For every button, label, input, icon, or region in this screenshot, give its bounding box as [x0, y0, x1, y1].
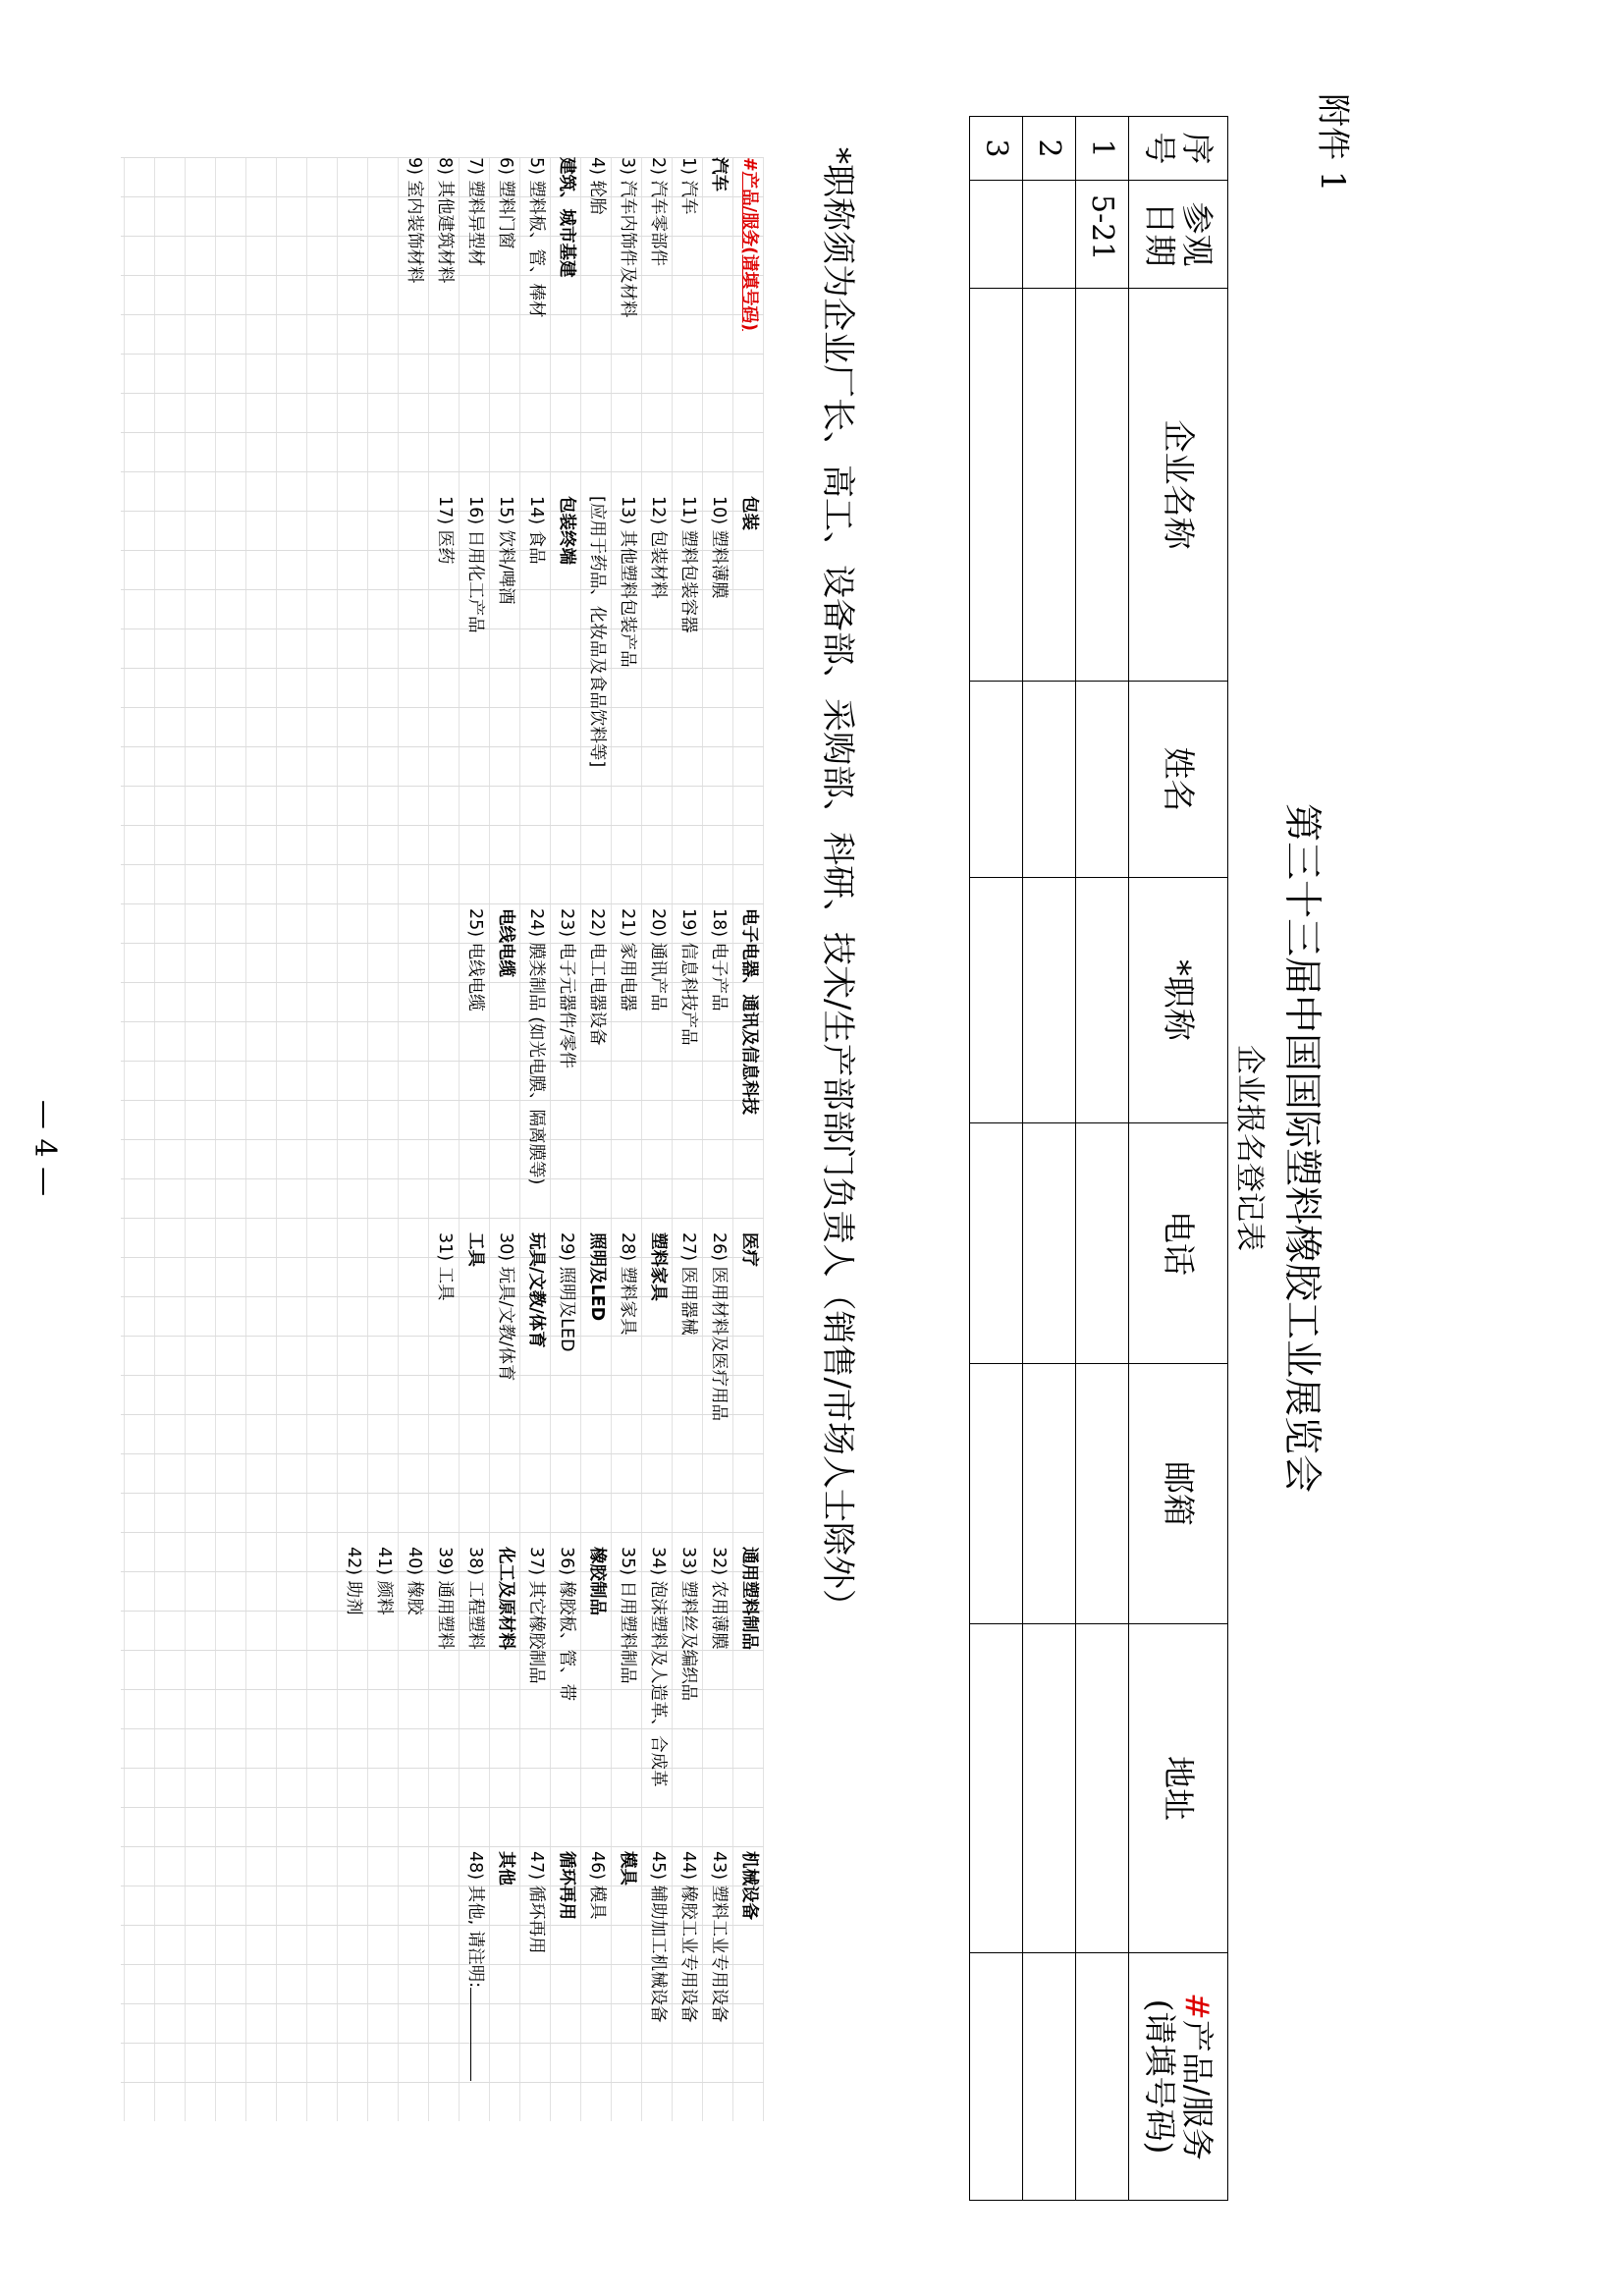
header-email: 邮箱 — [1129, 1364, 1228, 1624]
cell-company[interactable] — [1023, 289, 1076, 682]
cell-product[interactable] — [1076, 1953, 1129, 2201]
category-group-heading: 橡胶制品 — [587, 1547, 607, 1615]
category-column-6 — [460, 1851, 764, 2081]
category-item: 20) 通讯产品 — [648, 908, 668, 1011]
cell-company[interactable] — [1076, 289, 1129, 682]
category-item: 2) 汽车零部件 — [648, 157, 668, 267]
cell-address[interactable] — [1023, 1624, 1076, 1953]
category-item: 31) 工具 — [435, 1232, 455, 1301]
category-item: 6) 塑料门窗 — [496, 157, 515, 249]
category-column-2 — [429, 496, 764, 767]
category-group-heading: 其他 — [496, 1851, 515, 1886]
category-item: 26) 医用材料及医疗用品 — [709, 1232, 729, 1422]
category-item: 5) 塑料板、管、棒材 — [526, 157, 546, 318]
category-item: 8) 其他建筑材料 — [435, 157, 455, 284]
category-item: 7) 塑料异型材 — [465, 157, 485, 267]
cell-seq: 1 — [1076, 117, 1129, 181]
header-date: 参观 日期 — [1129, 181, 1228, 289]
header-address: 地址 — [1129, 1624, 1228, 1953]
table-row — [1023, 117, 1076, 2201]
category-group-heading: 建筑、城市基建 — [557, 157, 576, 278]
category-item: 25) 电线电缆 — [465, 908, 485, 1011]
category-item: 11) 塑料包装容器 — [678, 496, 698, 633]
category-group-heading: 工具 — [465, 1232, 485, 1267]
category-group-heading: 电线电缆 — [496, 908, 515, 977]
category-item: 36) 橡胶板、管、带 — [557, 1547, 576, 1702]
cell-phone[interactable] — [1076, 1123, 1129, 1364]
cell-phone[interactable] — [970, 1123, 1023, 1364]
category-item: 19) 信息科技产品 — [678, 908, 698, 1046]
title-requirement-note: *职称须为企业厂长、高工、设备部、采购部、科研、技术/生产部部门负责人（销售/市场人士除外） — [818, 147, 857, 1622]
category-item: 41) 颜料 — [374, 1547, 394, 1615]
category-item: 1) 汽车 — [678, 157, 698, 215]
category-item: 21) 家用电器 — [618, 908, 637, 1011]
cell-seq: 3 — [970, 117, 1023, 181]
category-item: 39) 通用塑料 — [435, 1547, 455, 1650]
cell-address[interactable] — [1076, 1624, 1129, 1953]
category-group-heading: 机械设备 — [739, 1851, 759, 1920]
category-column-5 — [338, 1547, 764, 1787]
category-group-heading: 化工及原材料 — [496, 1547, 515, 1650]
category-item: 23) 电子元器件/零件 — [557, 908, 576, 1069]
category-item: 27) 医用器械 — [678, 1232, 698, 1336]
cell-product[interactable] — [970, 1953, 1023, 2201]
category-heading: #产品/服务(请填号码) — [739, 157, 759, 332]
cell-name[interactable] — [1023, 682, 1076, 878]
category-item: 15) 饮料/啤酒 — [496, 496, 515, 605]
header-product: #产品/服务 (请填号码) — [1129, 1953, 1228, 2201]
cell-phone[interactable] — [1023, 1123, 1076, 1364]
cell-name[interactable] — [970, 682, 1023, 878]
cell-name[interactable] — [1076, 682, 1129, 878]
category-item: 45) 辅助加工机械设备 — [648, 1851, 668, 2023]
category-item: 4) 轮胎 — [587, 157, 607, 215]
category-item: 12) 包装材料 — [648, 496, 668, 599]
category-item: 18) 电子产品 — [709, 908, 729, 1011]
category-item: 13) 其他塑料包装产品 — [618, 496, 637, 668]
category-item: 28) 塑料家具 — [618, 1232, 637, 1336]
table-header-row — [1129, 117, 1228, 2201]
category-group-heading: 包装 — [739, 496, 759, 530]
cell-company[interactable] — [970, 289, 1023, 682]
cell-date[interactable] — [970, 181, 1023, 289]
table-row — [970, 117, 1023, 2201]
category-column-1 — [399, 157, 764, 331]
category-group-heading: 通用塑料制品 — [739, 1547, 759, 1650]
category-item: 35) 日用塑料制品 — [618, 1547, 637, 1684]
category-item: 16) 日用化工产品 — [465, 496, 485, 633]
category-column-3 — [460, 908, 764, 1184]
category-group-heading: 包装终端 — [557, 496, 576, 565]
cell-date[interactable] — [1023, 181, 1076, 289]
category-group-heading: 玩具/文教/体育 — [526, 1232, 546, 1348]
category-item: 42) 助剂 — [344, 1547, 363, 1615]
category-item: 47) 循环再用 — [526, 1851, 546, 1954]
cell-product[interactable] — [1023, 1953, 1076, 2201]
category-item: 40) 橡胶 — [405, 1547, 424, 1615]
page-title: 第三十三届中国国际塑料橡胶工业展览会 — [1279, 802, 1324, 1493]
category-item: 48) 其他, 请注明: — [460, 1851, 490, 2081]
category-item: 37) 其它橡胶制品 — [526, 1547, 546, 1684]
page-number: — 4 — — [27, 1099, 62, 1197]
other-specify-blank[interactable] — [470, 1988, 489, 2081]
page-subtitle: 企业报名登记表 — [1232, 1045, 1267, 1251]
category-item: 46) 模具 — [587, 1851, 607, 1920]
category-item: 17) 医药 — [435, 496, 455, 565]
category-item: 24) 膜类制品 (如光电膜、隔离膜等) — [526, 908, 546, 1185]
cell-email[interactable] — [970, 1364, 1023, 1624]
category-item: 34) 泡沫塑料及人造革、合成革 — [648, 1547, 668, 1787]
category-item: 44) 橡胶工业专用设备 — [678, 1851, 698, 2023]
category-item: 33) 塑料丝及编织品 — [678, 1547, 698, 1702]
header-title: *职称 — [1129, 878, 1228, 1123]
category-group-heading: 循环再用 — [557, 1851, 576, 1920]
cell-email[interactable] — [1023, 1364, 1076, 1624]
category-item: 30) 玩具/文教/体育 — [496, 1232, 515, 1382]
cell-seq: 2 — [1023, 117, 1076, 181]
category-group-heading: 模具 — [618, 1851, 637, 1886]
category-item: 43) 塑料工业专用设备 — [709, 1851, 729, 2023]
cell-address[interactable] — [970, 1624, 1023, 1953]
category-item: 3) 汽车内饰件及材料 — [618, 157, 637, 318]
cell-title[interactable] — [1076, 878, 1129, 1123]
category-item: 32) 农用薄膜 — [709, 1547, 729, 1650]
category-group-heading: 电子电器、通讯及信息科技 — [739, 908, 759, 1115]
cell-title[interactable] — [1023, 878, 1076, 1123]
header-name: 姓名 — [1129, 682, 1228, 878]
category-item: [应用于药品、化妆品及食品饮料等] — [587, 496, 607, 768]
category-item: 14) 食品 — [526, 496, 546, 565]
category-item: 38) 工程塑料 — [465, 1547, 485, 1650]
category-item: 10) 塑料薄膜 — [709, 496, 729, 599]
cell-date: 5-21 — [1076, 181, 1129, 289]
category-group-heading: 汽车 — [709, 157, 729, 191]
category-group-heading: 照明及LED — [587, 1232, 607, 1322]
header-company: 企业名称 — [1129, 289, 1228, 682]
registration-table — [969, 116, 1228, 2201]
header-seq: 序 号 — [1129, 117, 1228, 181]
category-item: 9) 室内装饰材料 — [405, 157, 424, 284]
category-column-4 — [429, 1232, 764, 1421]
category-group-heading: 塑料家具 — [648, 1232, 668, 1301]
product-category-list — [121, 157, 764, 2121]
attachment-label: 附件 1 — [1313, 93, 1352, 192]
cell-email[interactable] — [1076, 1364, 1129, 1624]
table-row — [1076, 117, 1129, 2201]
category-item: 29) 照明及LED — [557, 1232, 576, 1352]
cell-title[interactable] — [970, 878, 1023, 1123]
category-group-heading: 医疗 — [739, 1232, 759, 1267]
category-item: 22) 电工电器设备 — [587, 908, 607, 1046]
header-phone: 电话 — [1129, 1123, 1228, 1364]
